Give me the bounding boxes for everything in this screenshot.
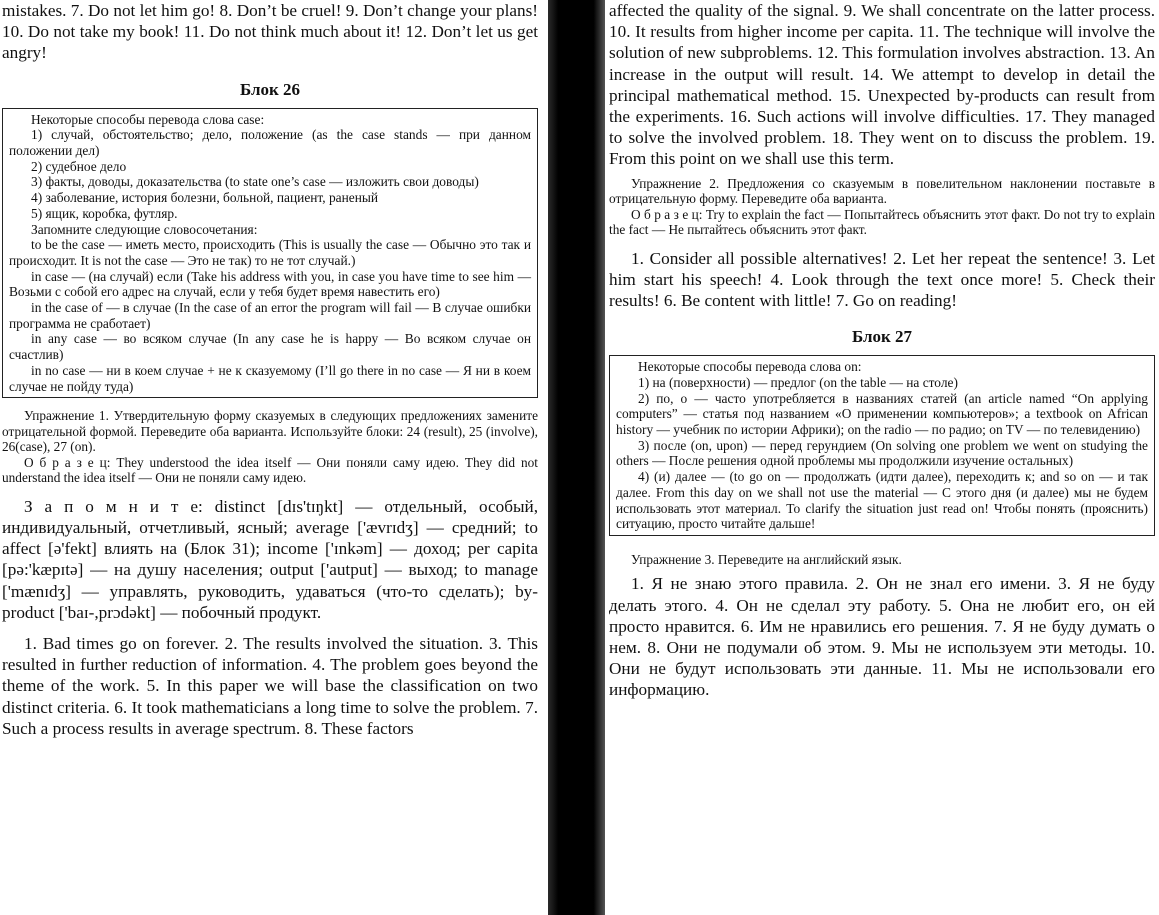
meaning-3: 3) после (on, upon) — перед герундием (On solving one problem we went on studying the others — После решения одной проблемы мы продолжили изучение остальных) [616,437,1148,469]
exercise-3-title: Упражнение 3. Переведите на английский язык. [631,551,902,567]
exercise-1-sentences: 1. Bad times go on forever. 2. The results involved the situation. 3. This resulted in further reduction of information. 4. The problem goes beyond the theme of the work. 5. In this paper we will base the classification on two distinct criteria. 6. It took mathematicians a long time to solve the problem. 7. Such a process results in average spectrum. 8. These factors [2,633,538,738]
exercise-2-sample: О б р а з е ц: Try to explain the fact — Попытайтесь объяснить этот факт. Do not try to explain the fact — Не пытайтесь объяснить этот факт. [609,206,1155,238]
exercise-1: Упражнение 1. Утвердительную форму сказуемых в следующих предложениях замените отрицательной формой. Переведите оба варианта. Используйте блоки: 24 (result), 25 (involve), 26(case), 27 (on). [2,408,538,455]
right-column [605,0,1159,915]
meaning-2: 2) по, о — часто употребляется в названиях статей (an article named “On applying computers” — статья под названием «О применении компьютеров»; a textbook on African history — учебник по истории Африки); on the radio — по радио; on TV — по телевидению) [616,390,1148,438]
left-top-paragraph: mistakes. 7. Do not let him go! 8. Don’t be cruel! 9. Don’t change your plans! 10. Do not take my book! 11. Do not think much about it! 12. Don’t let us get angry! [2,1,538,63]
exercise-2-sentences: 1. Consider all possible alternatives! 2. Let her repeat the sentence! 3. Let him start his speech! 4. Look through the text once more! 5. Check their results! 6. Be content with little! 7. Go on reading! [609,248,1155,311]
meaning-2: 2) судебное дело [31,158,127,174]
phrase-5: in no case — ни в коем случае + не к сказуемому (I’ll go there in no case — Я ни в коем случае не пойду туда) [9,362,531,394]
vocabulary-note: З а п о м н и т е: distinct [dɪs'tɪŋkt] — отдельный, особый, индивидуальный, отчетливый, ясный; average ['ævrɪdʒ] — средний; to affect [ə'fekt] влиять на (Блок 31); income ['ɪnkəm] — доход; per capita [pə:'kæpɪtə] — на душу населения; output ['autput] — выход; to manage ['mænɪdʒ] — управлять, руководить, удаваться (что-то сделать); by-product ['baɪ-,prɔdəkt] — побочный продукт. [2,496,538,622]
exercise-1-sample: О б р а з е ц: They understood the idea itself — Они поняли саму идею. They did not understand the idea itself — Они не поняли саму идею. [2,454,538,486]
block-26-title: Блок 26 [239,79,301,99]
left-column [0,0,548,915]
phrase-4: in any case — во всяком случае (In any case he is happy — Во всяком случае он счастлив) [9,331,531,363]
exercise-3-text: 1. Я не знаю этого правила. 2. Он не знал его имени. 3. Я не буду делать этого. 4. Он не сделал эту работу. 5. Она не любит его, он ей просто нравится. 6. Им не нравились его решения. 7. Я не буду думать о нем. 8. Они не подумали об этом. 9. Мы не используем эти методы. 10. Они не будут использовать эти данные. 11. Мы не использовали его информацию. [609,574,1155,700]
meaning-1: 1) случай, обстоятельство; дело, положение (as the case stands — при данном положении дел) [9,127,531,159]
right-top-paragraph: affected the quality of the signal. 9. We shall concentrate on the latter process. 10. It results from higher income per capita. 11. The technique will involve the solution of new subproblems. 12. This formulation involves abstraction. 13. An increase in the output will result. 14. We attempt to develop in detail the principal mathematical method. 15. Unexpected by-products can result from the experiments. 16. Such actions will involve difficulties. 17. They managed to solve the involved problem. 18. They went on to discuss the problem. 19. From this point on we shall use this term. [609,1,1155,169]
meaning-3: 3) факты, доводы, доказательства (to state one’s case — изложить свои доводы) [31,174,479,190]
block-27-box [609,355,1155,536]
phrase-2: in case — (на случай) если (Take his address with you, in case you have time to see him — Возьми с собой его адрес на случай, если у тебя будет время навестить его) [9,268,531,300]
box-intro: Некоторые способы перевода слова on: [638,359,862,375]
meaning-5: 5) ящик, коробка, футляр. [31,205,178,221]
meaning-1: 1) на (поверхности) — предлог (on the table — на столе) [638,374,958,390]
remember-heading: Запомните следующие словосочетания: [31,221,258,237]
phrase-3: in the case of — в случае (In the case of an error the program will fail — В случае ошибки программа не сработает) [9,300,531,331]
block-27-title: Блок 27 [851,327,913,347]
block-26-box [2,108,538,399]
meaning-4: 4) заболевание, история болезни, больной, пациент, раненый [31,190,379,206]
box-intro: Некоторые способы перевода слова case: [31,111,265,127]
phrase-1: to be the case — иметь место, происходить (This is usually the case — Обычно это так и происходит. It is not the case — Это не так) то не тот случай.) [9,237,531,268]
exercise-2: Упражнение 2. Предложения со сказуемым в повелительном наклонении поставьте в отрицательную форму. Переведите оба варианта. [609,175,1155,207]
meaning-4: 4) (и) далее — (to go on — продолжать (идти далее), переходить к; and so on — и так далее. From this day on we shall not use the material — С этого дня (и далее) мы не будем использовать этот материал. To clarify the situation just read on! Чтобы понять (прояснить) ситуацию, просто читайте дальше! [616,469,1148,532]
page-gutter [548,0,605,915]
